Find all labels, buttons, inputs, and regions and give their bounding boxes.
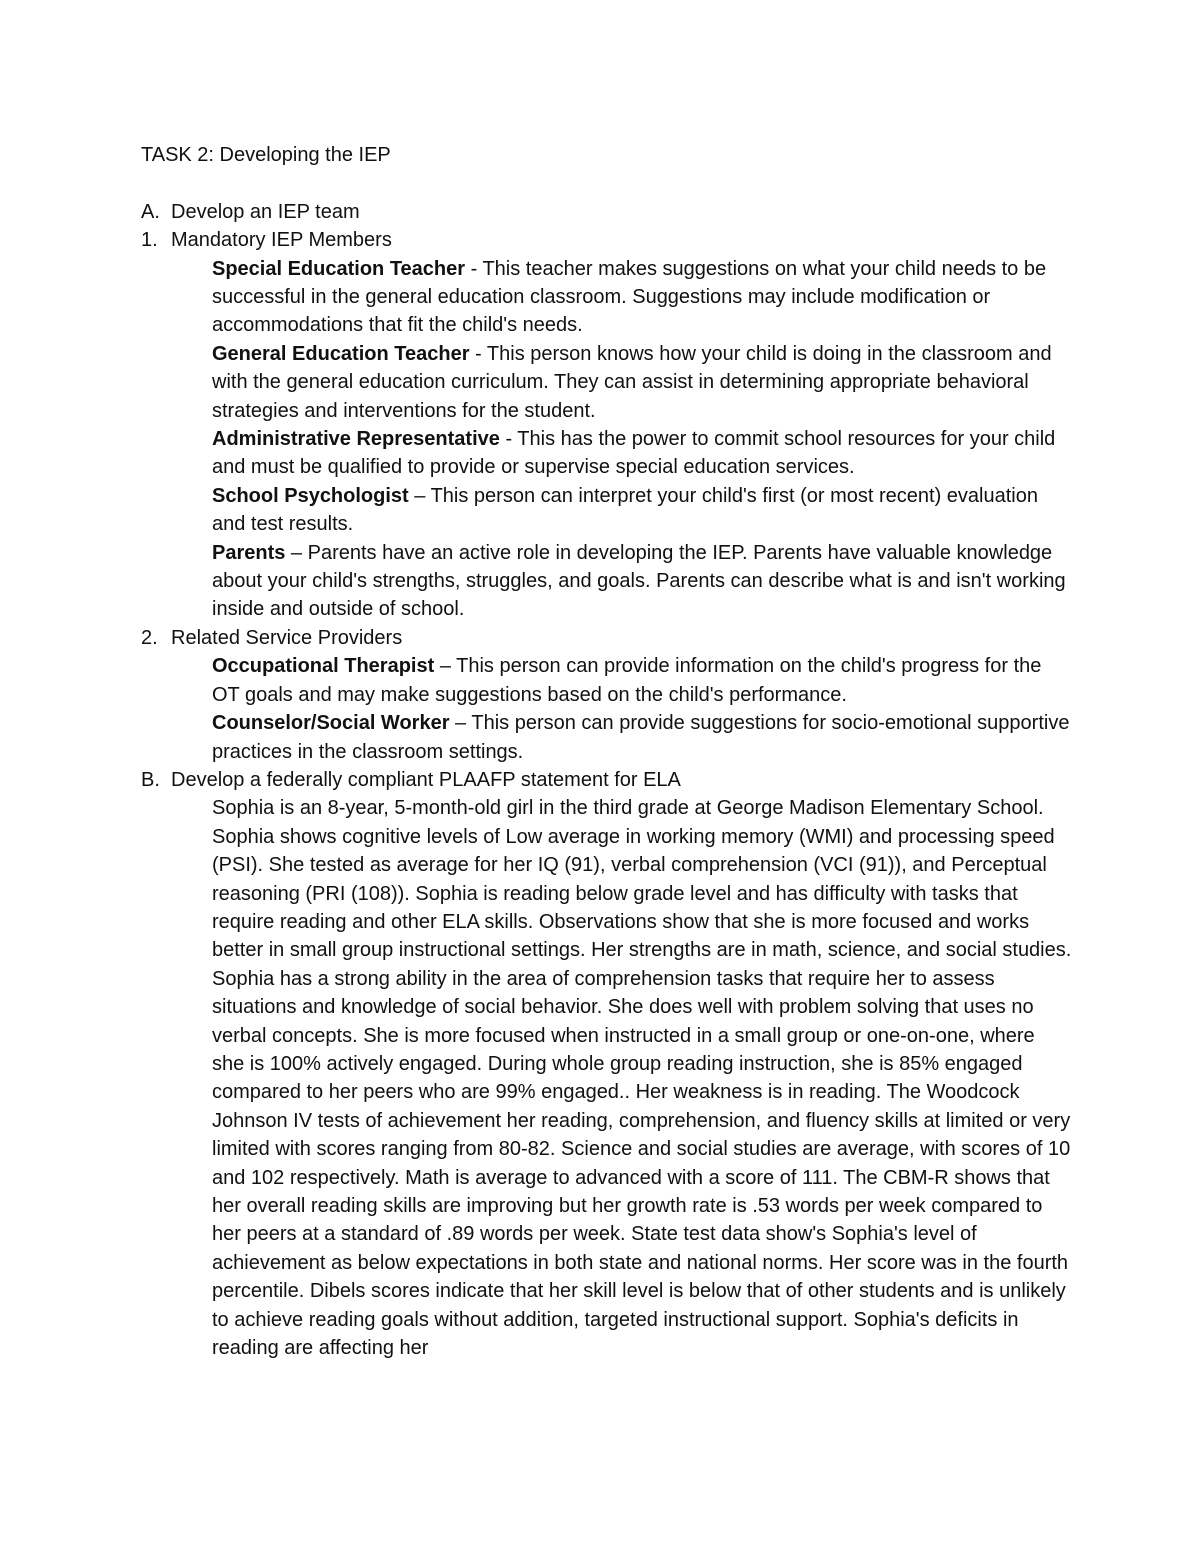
member-description: - This has the power to commit school resources for your child and must be qualified to provide or supervise special education services. bbox=[212, 428, 1056, 479]
document-content bbox=[141, 141, 1071, 1362]
list-item bbox=[212, 709, 1072, 766]
section-a-heading-text: Develop an IEP team bbox=[171, 200, 360, 223]
member-term: General Education Teacher bbox=[212, 342, 470, 365]
member-description: – Parents have an active role in developing the IEP. Parents have valuable knowledge about your child's strengths, struggles, and goals. Parents can describe what is and isn't working inside and outside of school. bbox=[212, 541, 1066, 621]
list-1-marker: 1. bbox=[141, 229, 158, 252]
provider-term: Occupational Therapist bbox=[212, 655, 435, 678]
section-b-marker: B. bbox=[141, 768, 160, 791]
provider-description: – This person can provide suggestions for socio-emotional supportive practices in the classroom settings. bbox=[212, 712, 1070, 763]
list-item bbox=[212, 255, 1072, 340]
list-2-marker: 2. bbox=[141, 626, 158, 649]
list-item bbox=[212, 652, 1072, 709]
section-a-heading bbox=[141, 198, 1071, 226]
related-providers-list bbox=[212, 652, 1072, 766]
member-term: School Psychologist bbox=[212, 484, 409, 507]
member-description: - This teacher makes suggestions on what your child needs to be successful in the general education classroom. Suggestions may include modification or accommodations that fit the child's needs. bbox=[212, 257, 1047, 337]
list-2-heading-text: Related Service Providers bbox=[171, 626, 403, 649]
member-term: Parents bbox=[212, 541, 286, 564]
member-description: - This person knows how your child is doing in the classroom and with the general education curriculum. They can assist in determining appropriate behavioral strategies and interventions for the student. bbox=[212, 342, 1052, 422]
section-b-heading bbox=[141, 766, 1071, 794]
list-item bbox=[212, 482, 1072, 539]
list-item bbox=[212, 425, 1072, 482]
plaafp-paragraph: Sophia is an 8-year, 5-month-old girl in the third grade at George Madison Elementary School. Sophia shows cognitive levels of Low average in working memory (WMI) and processing speed (PSI). She tested as average for her IQ (91), verbal comprehension (VCI (91)), and Perceptual reasoning (PRI (108)). Sophia is reading below grade level and has difficulty with tasks that require reading and other ELA skills. Observations show that she is more focused and works better in small group instructional settings. Her strengths are in math, science, and social studies. Sophia has a strong ability in the area of comprehension tasks that require her to assess situations and knowledge of social behavior. She does well with problem solving that uses no verbal concepts. She is more focused when instructed in a small group or one-on-one, where she is 100% actively engaged. During whole group reading instruction, she is 85% engaged compared to her peers who are 99% engaged.. Her weakness is in reading. The Woodcock Johnson IV tests of achievement her reading, comprehension, and fluency skills at limited or very limited with scores ranging from 80-82. Science and social studies are average, with scores of 10 and 102 respectively. Math is average to advanced with a score of 111. The CBM-R shows that her overall reading skills are improving but her growth rate is .53 words per week compared to her peers at a standard of .89 words per week. State test data show's Sophia's level of achievement as below expectations in both state and national norms. Her score was in the fourth percentile. Dibels scores indicate that her skill level is below that of other students and is unlikely to achieve reading goals without addition, targeted instructional support. Sophia's deficits in reading are affecting her bbox=[212, 797, 1072, 1360]
list-item bbox=[212, 340, 1072, 425]
member-term: Special Education Teacher bbox=[212, 257, 466, 280]
list-2-heading bbox=[141, 624, 1071, 652]
member-description: – This person can interpret your child's first (or most recent) evaluation and test results. bbox=[212, 484, 1038, 536]
mandatory-members-list bbox=[212, 255, 1072, 624]
plaafp-statement bbox=[212, 794, 1072, 1362]
provider-description: – This person can provide information on the child's progress for the OT goals and may make suggestions based on the child's performance. bbox=[212, 655, 1042, 706]
list-item bbox=[212, 539, 1072, 624]
list-1-heading-text: Mandatory IEP Members bbox=[171, 229, 392, 252]
provider-term: Counselor/Social Worker bbox=[212, 712, 450, 735]
list-1-heading bbox=[141, 226, 1071, 254]
member-term: Administrative Representative bbox=[212, 428, 500, 451]
section-a-marker: A. bbox=[141, 200, 160, 223]
document-title: TASK 2: Developing the IEP bbox=[141, 144, 391, 166]
section-b-heading-text: Develop a federally compliant PLAAFP statement for ELA bbox=[171, 768, 681, 791]
